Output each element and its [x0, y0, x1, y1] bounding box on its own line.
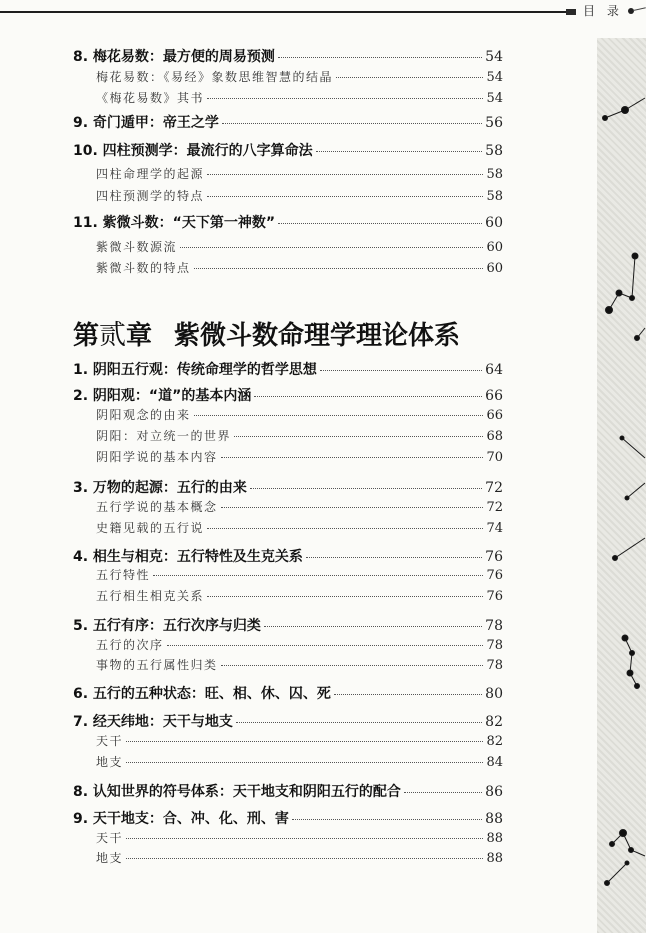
entry-title: 地支 [96, 851, 124, 865]
entry-title: 五行的次序 [96, 638, 164, 652]
dot-leader [126, 762, 483, 763]
header-tail [633, 7, 646, 11]
page-number: 54 [486, 91, 503, 106]
toc-section-entry [73, 683, 503, 701]
entry-title: 3. 万物的起源：五行的由来 [73, 480, 247, 496]
toc-subsection-entry [96, 753, 503, 769]
toc-subsection-entry [96, 587, 503, 603]
page-number: 86 [485, 784, 503, 800]
constellation-side-panel [597, 38, 646, 933]
page-number: 54 [485, 49, 503, 65]
entry-title: 梅花易数：《易经》象数思维智慧的结晶 [96, 70, 334, 84]
toc-subsection-entry [96, 498, 503, 514]
toc-subsection-entry [96, 636, 503, 652]
page-number: 60 [485, 215, 503, 231]
dot-leader [221, 665, 484, 666]
page-number: 76 [486, 568, 503, 583]
dot-leader [264, 626, 482, 627]
dot-leader [153, 575, 483, 576]
toc-subsection-entry [96, 732, 503, 748]
toc-section-entry [73, 112, 503, 130]
toc-section-entry [73, 477, 503, 495]
entry-title: 11. 紫微斗数：“天下第一神数” [73, 215, 276, 231]
page-number: 78 [486, 638, 503, 653]
page-number: 58 [486, 167, 503, 182]
page-number: 56 [485, 115, 503, 131]
entry-title: 7. 经天纬地：天干与地支 [73, 714, 233, 730]
dot-leader [316, 151, 482, 152]
toc-subsection-entry [96, 89, 503, 105]
entry-title: 阴阳：对立统一的世界 [96, 429, 232, 443]
entry-title: 史籍见载的五行说 [96, 521, 205, 535]
page-number: 80 [485, 686, 503, 702]
dot-leader [221, 457, 484, 458]
entry-title: 紫微斗数的特点 [96, 261, 191, 275]
constellation-graphic [597, 38, 646, 933]
dot-leader [126, 838, 483, 839]
entry-title: 8. 梅花易数：最方便的周易预测 [73, 49, 275, 65]
toc-subsection-entry [96, 259, 503, 275]
entry-title: 五行相生相克关系 [96, 589, 205, 603]
dot-leader [254, 396, 482, 397]
toc-subsection-entry [96, 165, 503, 181]
page-number: 82 [485, 714, 503, 730]
page-number: 60 [486, 261, 503, 276]
entry-title: 9. 奇门遁甲：帝王之学 [73, 115, 219, 131]
dot-leader [278, 57, 482, 58]
toc-section-entry [73, 615, 503, 633]
dot-leader [194, 415, 484, 416]
page-number: 66 [486, 408, 503, 423]
page-number: 78 [486, 658, 503, 673]
header-label: 目 录 [583, 4, 623, 18]
page-number: 58 [486, 189, 503, 204]
toc-section-entry [73, 359, 503, 377]
toc-subsection-entry [96, 849, 503, 865]
dot-leader [221, 507, 484, 508]
entry-title: 8. 认知世界的符号体系：天干地支和阴阳五行的配合 [73, 784, 401, 800]
entry-title: 五行学说的基本概念 [96, 500, 218, 514]
page-number: 60 [486, 240, 503, 255]
entry-title: 9. 天干地支：合、冲、化、刑、害 [73, 811, 289, 827]
dot-leader [194, 268, 484, 269]
entry-title: 5. 五行有序：五行次序与归类 [73, 618, 261, 634]
toc-section-entry [73, 808, 503, 826]
dot-leader [207, 596, 483, 597]
dot-leader [207, 174, 483, 175]
toc-subsection-entry [96, 68, 503, 84]
dot-leader [336, 77, 483, 78]
dot-leader [207, 196, 483, 197]
dot-leader [207, 98, 483, 99]
page-number: 72 [486, 500, 503, 515]
entry-title: 四柱预测学的特点 [96, 189, 205, 203]
entry-title: 天干 [96, 831, 124, 845]
toc-subsection-entry [96, 187, 503, 203]
chapter-number: 贰 [99, 320, 127, 351]
page-number: 68 [486, 429, 503, 444]
toc-subsection-entry [96, 656, 503, 672]
dot-leader [222, 123, 482, 124]
entry-title: 6. 五行的五种状态：旺、相、休、囚、死 [73, 686, 331, 702]
page-number: 72 [485, 480, 503, 496]
entry-title: 2. 阴阳观：“道”的基本内涵 [73, 388, 252, 404]
dot-leader [126, 741, 483, 742]
chapter-heading [73, 313, 503, 353]
toc-subsection-entry [96, 566, 503, 582]
entry-title: 1. 阴阳五行观：传统命理学的哲学思想 [73, 362, 317, 378]
chapter-title: 紫微斗数命理学理论体系 [174, 321, 461, 351]
dot-leader [334, 694, 482, 695]
toc-section-entry [73, 140, 503, 158]
dot-leader [278, 223, 482, 224]
entry-title: 10. 四柱预测学：最流行的八字算命法 [73, 143, 313, 159]
page-number: 74 [486, 521, 503, 536]
entry-title: 事物的五行属性归类 [96, 658, 218, 672]
dot-leader [320, 370, 482, 371]
page-number: 88 [485, 811, 503, 827]
toc-subsection-entry [96, 427, 503, 443]
page-number: 64 [485, 362, 503, 378]
toc-subsection-entry [96, 519, 503, 535]
entry-title: 阴阳观念的由来 [96, 408, 191, 422]
dot-leader [207, 528, 483, 529]
page-number: 88 [486, 851, 503, 866]
dot-leader [306, 557, 482, 558]
entry-title: 《梅花易数》其书 [96, 91, 205, 105]
toc-section-entry [73, 385, 503, 403]
page-number: 78 [485, 618, 503, 634]
toc-section-entry [73, 46, 503, 64]
toc-section-entry [73, 711, 503, 729]
toc-subsection-entry [96, 829, 503, 845]
entry-title: 4. 相生与相克：五行特性及生克关系 [73, 549, 303, 565]
page-number: 70 [486, 450, 503, 465]
entry-title: 紫微斗数源流 [96, 240, 178, 254]
page-number: 82 [486, 734, 503, 749]
dot-leader [250, 488, 482, 489]
dot-leader [234, 436, 483, 437]
page-number: 76 [485, 549, 503, 565]
page-number: 84 [486, 755, 503, 770]
page-number: 76 [486, 589, 503, 604]
dot-leader [180, 247, 483, 248]
toc-section-entry [73, 781, 503, 799]
page-number: 54 [486, 70, 503, 85]
entry-title: 五行特性 [96, 568, 151, 582]
entry-title: 阴阳学说的基本内容 [96, 450, 218, 464]
toc-section-entry [73, 546, 503, 564]
toc-subsection-entry [96, 238, 503, 254]
page-number: 88 [486, 831, 503, 846]
entry-title: 四柱命理学的起源 [96, 167, 205, 181]
toc-section-entry [73, 212, 503, 230]
chapter-suffix: 章 [126, 321, 153, 351]
dot-leader [167, 645, 484, 646]
toc-subsection-entry [96, 406, 503, 422]
dot-leader [404, 792, 482, 793]
toc-subsection-entry [96, 448, 503, 464]
entry-title: 天干 [96, 734, 124, 748]
dot-leader [236, 722, 482, 723]
dot-leader [126, 858, 483, 859]
entry-title: 地支 [96, 755, 124, 769]
page-number: 66 [485, 388, 503, 404]
dot-leader [292, 819, 482, 820]
chapter-prefix: 第 [73, 321, 100, 351]
page-number: 58 [485, 143, 503, 159]
